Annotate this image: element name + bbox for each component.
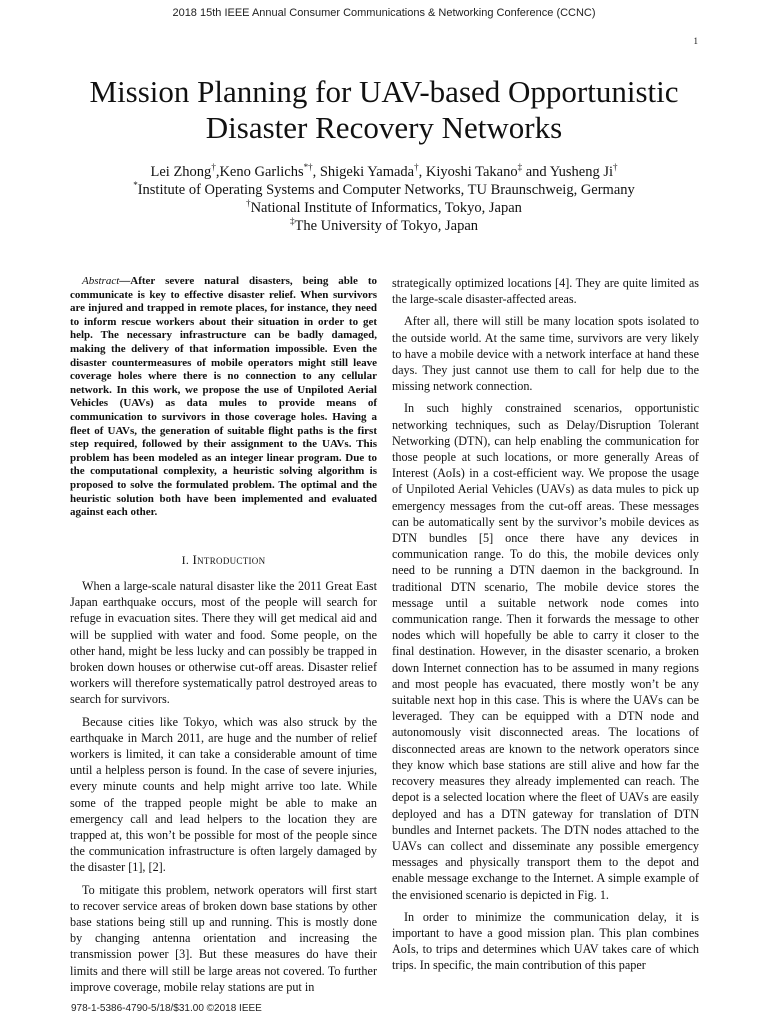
paragraph: To mitigate this problem, network operators will first start to recover service areas of broken down base stations by other base stations being still up and running. This is mostly done by changing antenna orientation and increasing the transmission power [3]. But these measures do have their limits and there will still be large areas not covered. To further improve coverage, mobile relay stations are put in — [70, 882, 377, 994]
affiliation-mark: * — [133, 180, 138, 191]
author-name: and Yusheng Ji — [522, 164, 613, 180]
section-number: I. — [181, 552, 190, 567]
section-heading — [70, 552, 377, 568]
paragraph: In such highly constrained scenarios, opportunistic networking techniques, such as Delay/Disruption Tolerant Networking (DTN), can help enabling the communication for those people at such locations, or more generally Areas of Interest (AoIs) in a cost-efficient way. We propose the usage of Unpiloted Aerial Vehicles (UAVs) as data mules to pick up emergency messages from the cut-off areas. These messages can be automatically sent by the survivor’s mobile devices as DTN bundles [5] once there have any devices in communication range. To do this, the mobile devices only need to be running a DTN daemon in the background. In traditional DTN scenario, The mobile device stores the message until a suitable network node comes into communication range. Then it forwards the message to other nodes which will hopefully be able to carry it closer to the final destination. However, in the disaster scenario, a broken down Internet connection has to be assumed in many regions and most people has evacuated, there mostly won’t be any suitable next hop in this case. This is where the UAVs can be leveraged. They can be equipped with a DTN node and autonomously visit disconnected areas. The locations of disconnected areas are known to the network operators since they know which base stations are still alive and how far the recovery measures they already implemented can reach. The depot is a selected location where the fleet of UAVs are easily deployed and has a DTN gateway for translation of DTN bundles and Internet packets. The DTN nodes attached to the UAVs can collect and disseminate any possible emergency messages and physically transport them to the depot and enable message exchange to the Internet. A simple example of the envisioned scenario is depicted in Fig. 1. — [392, 401, 699, 902]
conference-header: 2018 15th IEEE Annual Consumer Communications & Networking Conference (CCNC) — [172, 7, 596, 19]
affiliation-line — [40, 217, 728, 235]
abstract-label: Abstract — [82, 275, 120, 287]
paper-title — [60, 74, 708, 146]
affiliation-text: Institute of Operating Systems and Computer Networks, TU Braunschweig, Germany — [137, 182, 635, 198]
author-name: , Kiyoshi Takano — [418, 164, 518, 180]
abstract — [70, 275, 377, 520]
left-column — [70, 275, 377, 995]
abstract-dash: — — [119, 275, 131, 287]
paragraph: Because cities like Tokyo, which was also struck by the earthquake in March 2011, are huge and the number of relief workers is limited, it can take a considerable amount of time until a helpless person is found. In the case of severe injuries, every minute counts and help might arrive too late. While some of the trapped people might be able to make an emergency call and lead helpers to the location they are trapped at, this won’t be possible for most of the people since the communication infrastructure is often largely damaged by the disaster [1], [2]. — [70, 714, 377, 875]
author-list — [40, 163, 728, 181]
affiliation-mark: † — [211, 162, 216, 173]
affiliation-mark: *† — [303, 162, 313, 173]
affiliation-mark: ‡ — [517, 162, 523, 173]
section-title: Introduction — [192, 551, 266, 567]
paragraph: After all, there will still be many location spots isolated to the outside world. At the same time, survivors are very likely to have a mobile device with a network interface at hand these days. They just cannot use them to call for help due to the missing network connection. — [392, 314, 699, 394]
paragraph: When a large-scale natural disaster like the 2011 Great East Japan earthquake occurs, most of the people will search for refuge in evacuation sites. There they will get medical aid and will be supplied with water and food. Some people, on the other hand, might be less lucky and can possibly be trapped in broken down houses or otherwise cut-off areas. Disaster relief workers will therefore systematically patrol destroyed areas to search for survivors. — [70, 578, 377, 707]
author-block — [40, 163, 728, 235]
affiliation-text: National Institute of Informatics, Tokyo, Japan — [250, 200, 522, 216]
title-line-1: Mission Planning for UAV-based Opportunistic — [89, 74, 679, 109]
author-name: ,Keno Garlichs — [215, 164, 304, 180]
affiliation-mark: † — [414, 162, 419, 173]
affiliation-mark: † — [246, 198, 251, 209]
right-column — [392, 275, 699, 974]
paragraph: In order to minimize the communication delay, it is important to have a good mission plan. This plan combines AoIs, to trips and determines which UAV takes care of which trips. In specific, the main contribution of this paper — [392, 909, 699, 973]
page-number: 1 — [693, 36, 698, 46]
author-name: Lei Zhong — [150, 164, 212, 180]
author-name: , Shigeki Yamada — [312, 164, 415, 180]
affiliation-text: The University of Tokyo, Japan — [294, 218, 479, 234]
title-line-2: Disaster Recovery Networks — [205, 110, 563, 145]
paragraph: strategically optimized locations [4]. They are quite limited as the large-scale disaster-affected areas. — [392, 276, 699, 307]
affiliation-mark: ‡ — [289, 216, 295, 227]
affiliation-line — [40, 181, 728, 199]
affiliation-line — [40, 199, 728, 217]
copyright-footer: 978-1-5386-4790-5/18/$31.00 ©2018 IEEE — [71, 1003, 262, 1014]
affiliation-mark: † — [613, 162, 618, 173]
abstract-text: After severe natural disasters, being able to communicate is key to effective disaster relief. When survivors are injured and trapped in remote places, for instance, they need to inform rescue workers about their situation in order to get help. The necessary infrastructure can be badly damaged, making the delivery of that information impossible. Even the disaster countermeasures of mobile operators might still leave coverage holes where there is no connection to any cellular network. In this work, we propose the use of Unpiloted Aerial Vehicles (UAVs) as data mules to provide means of communication to survivors in those coverage holes. Having a fleet of UAVs, the generation of suitable flight paths is the first step required, followed by their assignment to the UAVs. This problem has been modeled as an integer linear program. Due to the computational complexity, a heuristic solving algorithm is proposed to solve the formulated problem. The optimal and the heuristic solution both have been implemented and evaluated against each other. — [70, 275, 377, 519]
